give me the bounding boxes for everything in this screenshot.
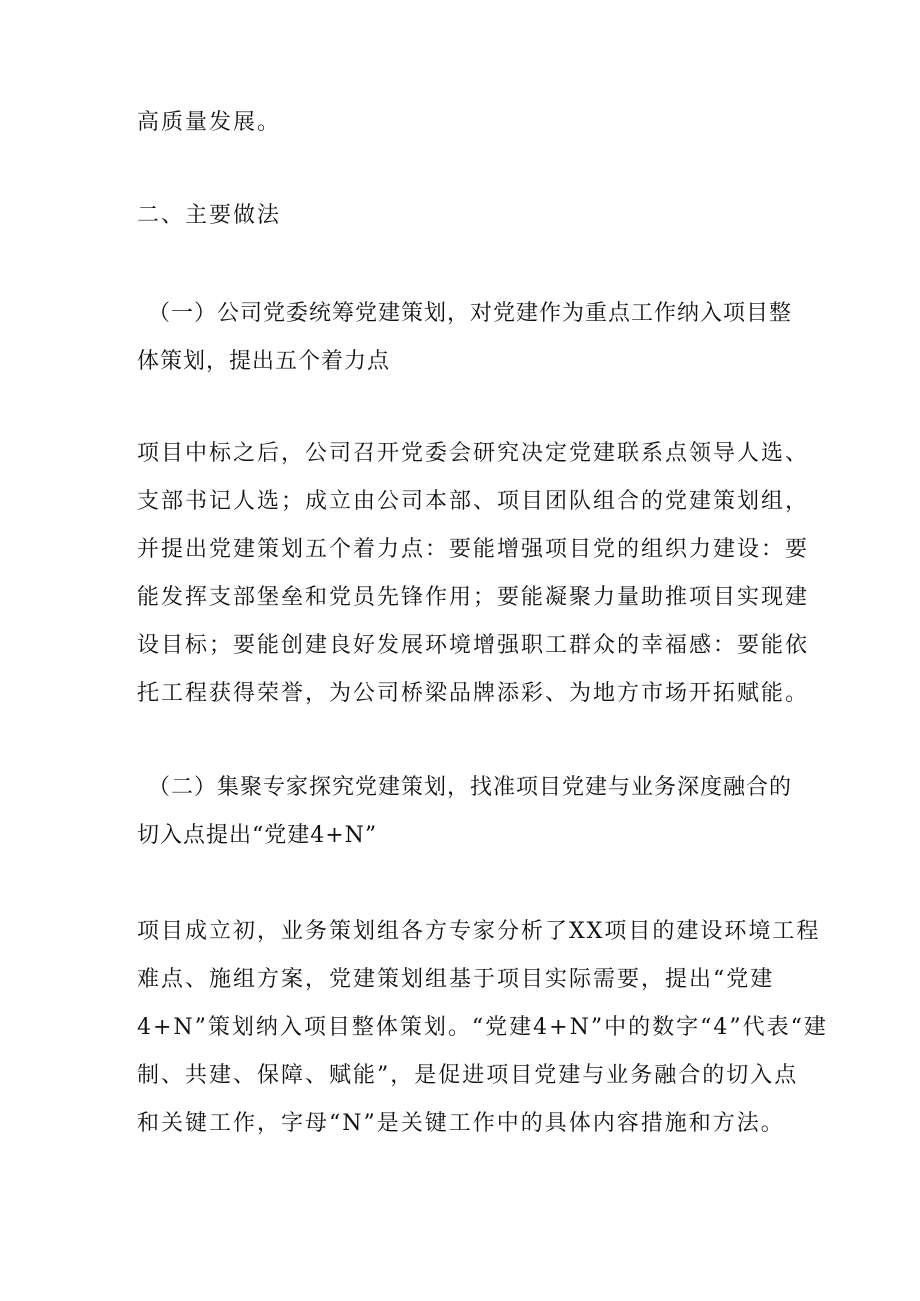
- paragraph-line: 和关键工作，字母“N”是关键工作中的具体内容措施和方法。: [137, 1111, 785, 1136]
- paragraph-line: 能发挥支部堡垒和党员先锋作用；要能凝聚力量助推项目实现建: [137, 585, 810, 610]
- paragraph-line: 难点、施组方案，党建策划组基于项目实际需要，提出“党建: [137, 967, 775, 992]
- paragraph-line: 高质量发展。: [137, 110, 282, 135]
- paragraph-line: 制、共建、保障、赋能”，是促进项目党建与业务融合的切入点: [137, 1063, 799, 1088]
- paragraph-line: 项目成立初，业务策划组各方专家分析了XX项目的建设环境工程: [137, 919, 821, 944]
- paragraph-line: 4+N”策划纳入项目整体策划。“党建4+N”中的数字“4”代表“建: [137, 1015, 828, 1040]
- paragraph-line: 设目标；要能创建良好发展环境增强职工群众的幸福感：要能依: [137, 633, 810, 658]
- subsection-heading: （一）公司党委统筹党建策划，对党建作为重点工作纳入项目整: [148, 301, 793, 326]
- subsection-heading: 体策划，提出五个着力点: [137, 349, 391, 374]
- paragraph-line: 托工程获得荣誉，为公司桥梁品牌添彩、为地方市场开拓赋能。: [137, 681, 810, 706]
- paragraph-line: 并提出党建策划五个着力点：要能增强项目党的组织力建设：要: [137, 537, 810, 562]
- subsection-heading: （二）集聚专家探究党建策划，找准项目党建与业务深度融合的: [148, 775, 793, 800]
- section-heading: 二、主要做法: [137, 203, 282, 228]
- paragraph-line: 项目中标之后，公司召开党委会研究决定党建联系点领导人选、: [137, 441, 810, 466]
- paragraph-line: 支部书记人选；成立由公司本部、项目团队组合的党建策划组，: [137, 489, 810, 514]
- subsection-heading: 切入点提出“党建4+N”: [137, 823, 378, 848]
